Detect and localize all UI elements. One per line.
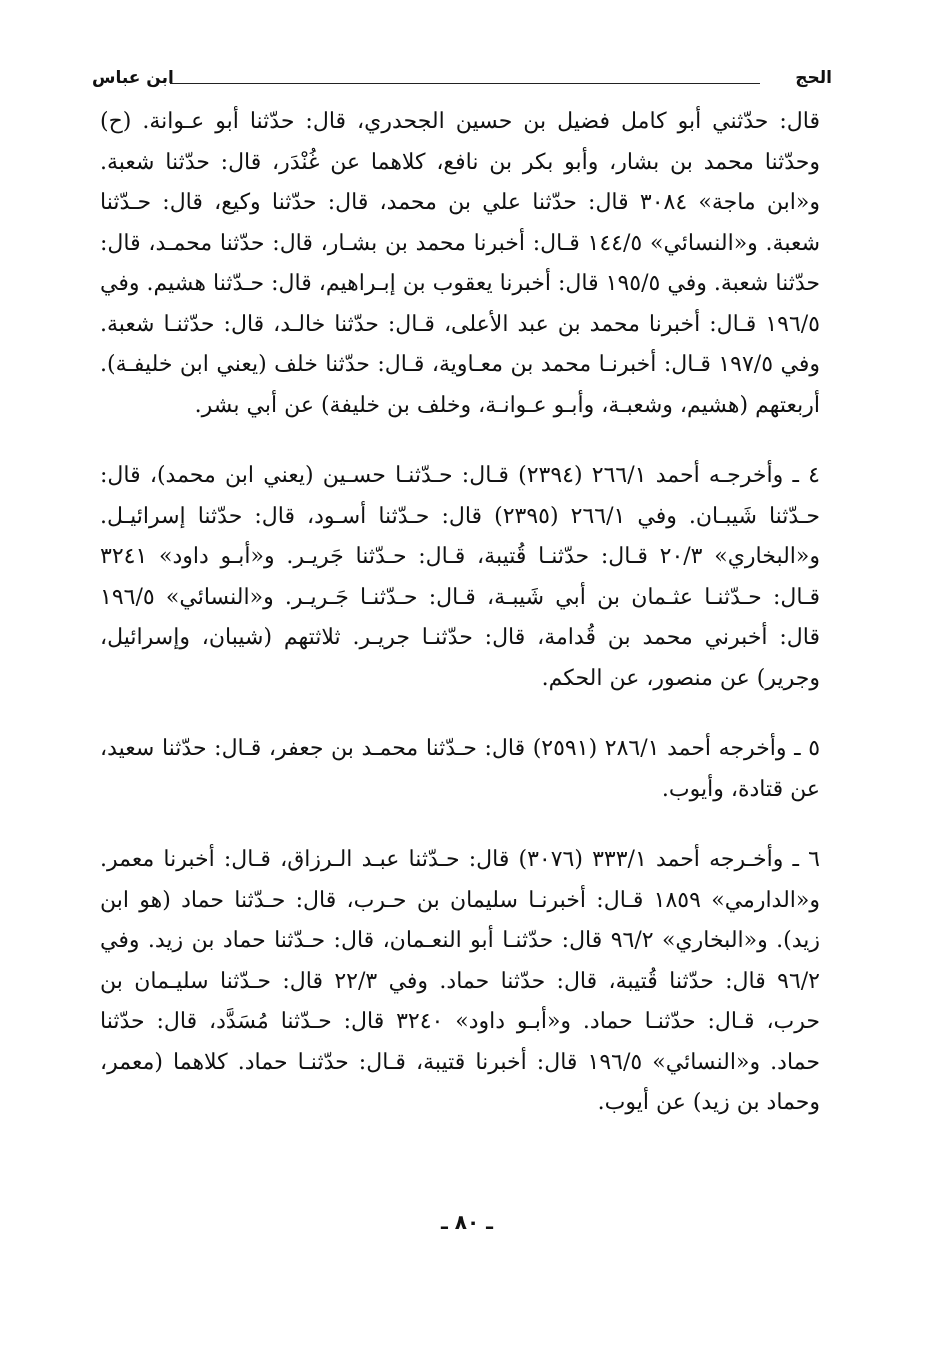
page-number: ـ ٨٠ ـ: [440, 1210, 494, 1234]
page-body: [100, 102, 820, 1124]
header-chapter-title: الحج: [795, 68, 832, 88]
paragraph-continuation: قال: حدّثني أبو كامل فضيل بن حسين الجحدري، قال: حدّثنا أبو عـوانة. (ح) وحدّثنا محمد بن بشار، وأبو بكر بن نافع، كلاهما عن غُنْدَر، قال: حدّثنا شعبة. و«ابن ماجة» ٣٠٨٤ قال: حدّثنا علي بن محمد، قال: حدّثنا وكيع، قال: حـدّثنا شعبة. و«النسائي» ١٤٤/٥ قـال: أخبرنا محمد بن بشـار، قال: حدّثنا محمـد، قال: حدّثنا شعبة. وفي ١٩٥/٥ قال: أخبرنا يعقوب بن إبـراهيم، قال: حـدّثنا هشيم. وفي ١٩٦/٥ قـال: أخبرنا محمد بن عبد الأعلى، قـال: حدّثنا خالـد، قال: حدّثنـا شعبة. وفي ١٩٧/٥ قـال: أخبرنـا محمد بن معـاوية، قـال: حدّثنا خلف (يعني ابن خليفـة). أربعتهم (هشيم، وشعبـة، وأبـو عـوانـة، وخلف بن خليفة) عن أبي بشر.: [100, 109, 821, 418]
header-narrator-name: ابن عباس: [92, 68, 174, 88]
running-header: [92, 62, 832, 96]
paragraph-6: ٦ ـ وأخـرجه أحمد ٣٣٣/١ (٣٠٧٦) قال: حـدّثنا عبـد الـرزاق، قـال: أخبرنا معمر. و«الدارمي» ١٨٥٩ قـال: أخبرنـا سليمان بن حـرب، قال: حـدّثنا حماد (هو ابن زيد). و«البخاري» ٩٦/٢ قال: حدّثنـا أبو النعـمان، قال: حـدّثنا حماد بن زيد. وفي ٩٦/٢ قال: حدّثنا قُتيبة، قال: حدّثنا حماد. وفي ٢٢/٣ قال: حـدّثنا سليـمان بن حرب، قـال: حدّثنـا حماد. و«أبـو داود» ٣٢٤٠ قال: حـدّثنا مُسَدَّد، قال: حدّثنا حماد. و«النسائي» ١٩٦/٥ قال: أخبرنا قتيبة، قـال: حدّثنـا حماد. كلاهما (معمر، وحماد بن زيد) عن أيوب.: [100, 847, 821, 1115]
paragraph-4: ٤ ـ وأخرجـه أحمد ٢٦٦/١ (٢٣٩٤) قـال: حـدّثنـا حسـين (يعني ابن محمد)، قال: حـدّثنا شَيبـان. وفي ٢٦٦/١ (٢٣٩٥) قال: حـدّثنا أسـود، قال: حدّثنا إسرائيـل. و«البخاري» ٢٠/٣ قـال: حدّثنـا قُتيبة، قـال: حـدّثنا جَريـر. و«أبـو داود» ٣٢٤١ قـال: حـدّثنـا عثـمان بن أبي شَيبـة، قـال: حـدّثنـا جَـريـر. و«النسائي» ١٩٦/٥ قال: أخبرني محمد بن قُدامة، قال: حدّثنـا جريـر. ثلاثتهم (شيبان، وإسرائيل، وجرير) عن منصور، عن الحكم.: [100, 463, 821, 691]
header-rule: [170, 83, 760, 84]
paragraph-5: ٥ ـ وأخرجه أحمد ٢٨٦/١ (٢٥٩١) قال: حـدّثنا محمـد بن جعفر، قـال: حدّثنا سعيد، عن قتادة، وأيوب.: [100, 736, 821, 802]
